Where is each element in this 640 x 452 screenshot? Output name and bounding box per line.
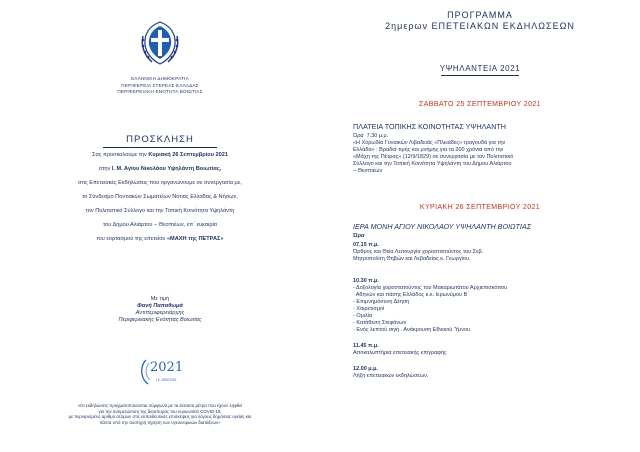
time-1200: 12.00 μ.μ. bbox=[353, 366, 379, 372]
invitation-title: ΠΡΟΣΚΛΗΣΗ bbox=[126, 134, 194, 145]
footnote-line-4: πάντα υπό την αυστηρή τήρηση των υγειονομικών διατάξεων» bbox=[99, 419, 221, 425]
signer-name: Φανή Παπαθωμά bbox=[137, 303, 183, 309]
org-line-1: ΕΛΛΗΝΙΚΗ ΔΗΜΟΚΡΑΤΙΑ bbox=[131, 76, 189, 81]
greek-coat-of-arms-icon bbox=[138, 16, 182, 68]
day1-heading: ΣΑΒΒΑΤΟ 25 ΣΕΠΤΕΜΒΡΙΟΥ 2021 bbox=[419, 101, 541, 108]
t1030-line-3: - Επιμνημόσυνη Δέηση bbox=[353, 299, 410, 305]
title-underline bbox=[103, 147, 217, 148]
footnote-line-3: με περιορισμένο αριθμό ατόμων στις εκπαιδευτικές επισκέψεις για λόγους δημόσιας υγείας και bbox=[68, 414, 252, 420]
t0715-line-1: Όρθρος και Θεία Λειτουργία χοροστατούντος του Σεβ. bbox=[353, 249, 484, 255]
program-title: ΠΡΟΓΡΑΜΜΑ bbox=[447, 10, 513, 20]
invite-venue: Ι. Μ. Αγίου Νικολάου Υψηλάντη Βοιωτίας, bbox=[111, 166, 222, 172]
invite-date: Κυριακή 26 Σεπτεμβρίου 2021 bbox=[148, 152, 228, 158]
time-0715: 07.15 π.μ. bbox=[353, 242, 379, 248]
day2-block bbox=[353, 222, 638, 380]
anniversary-2021-logo bbox=[138, 354, 184, 390]
t1030-line-5: - Ομιλία bbox=[353, 313, 373, 319]
invite-venue-line: στην Ι. Μ. Αγίου Νικολάου Υψηλάντη Βοιωτίας, bbox=[98, 166, 222, 172]
day1-venue: ΠΛΑΤΕΙΑ ΤΟΠΙΚΗΣ ΚΟΙΝΟΤΗΤΑΣ ΥΨΗΛΑΝΤΗ bbox=[353, 122, 506, 131]
time-1145: 11.45 π.μ. bbox=[353, 343, 379, 349]
invite-line-4: το Σύνδεσμο Ποντιακών Σωματείων Νότιας Ελλάδας & Νήσων, bbox=[82, 194, 238, 200]
day1-line-3: «Μάχη της Πέτρας» (12/9/1829) σε συνεργασία με τον Πολιτιστικό bbox=[353, 154, 514, 160]
t0715-line-2: Μητροπολίτη Θηβών και Λεβαδείας κ. Γεωργίου. bbox=[353, 256, 471, 262]
invite-date-line: Σας προσκαλούμε την Κυριακή 26 Σεπτεμβρίου 2021 bbox=[92, 152, 228, 158]
program-subtitle: ΥΨΗΛΑΝΤΕΙΑ 2021 bbox=[439, 64, 521, 73]
day1-time-value: 7.30 μ.μ. bbox=[366, 133, 389, 139]
footnote-line-1: «Οι εκδηλώσεις πραγματοποιούνται σύμφωνα με τα έκτακτα μέτρα που έχουν ληφθεί bbox=[77, 403, 243, 408]
footnote-line-2: για την αντιμετώπιση της διασποράς του κορωνοϊού COVID-19, bbox=[98, 408, 222, 414]
day1-line-2: Ελλάδα» : Βραδιά τιμής και μνήμης για τα 200 χρόνια από την bbox=[353, 147, 504, 153]
occasion-name: «ΜΑΧΗ της ΠΕΤΡΑΣ» bbox=[166, 236, 224, 242]
subtitle-underline bbox=[441, 75, 519, 76]
day1-line-5: – Θεσπιέων bbox=[353, 168, 383, 174]
day1-time-label: Ώρα bbox=[353, 133, 364, 139]
day1-time bbox=[353, 133, 633, 140]
invite-line-3: στις Επετειακές Εκδηλώσεις που οργανώνουμε σε συνεργασία με, bbox=[78, 180, 242, 186]
regards: Με τιμή bbox=[150, 296, 170, 302]
t1030-line-4: - Χαιρετισμοί bbox=[353, 306, 385, 312]
program-header bbox=[320, 10, 640, 31]
org-name-block bbox=[0, 76, 320, 96]
day1-line-4: Σύλλογο και την Τοπική Κοινότητα Υψηλάντη του Δήμου Αλιάρτου bbox=[353, 161, 512, 167]
t1145-line: Αποκαλυπτήρια επετειακής επιγραφής bbox=[353, 350, 447, 356]
day1-block bbox=[353, 122, 633, 175]
covid-footnote bbox=[0, 403, 320, 425]
invitation-body bbox=[0, 152, 320, 243]
org-line-2: ΠΕΡΙΦΕΡΕΙΑ ΣΤΕΡΕΑΣ ΕΛΛΑΔΑΣ bbox=[121, 82, 199, 88]
signature-block bbox=[0, 296, 320, 324]
day1-line-1: «Η Χορωδία Γυναικών Λιβαδειάς «Πλειάδες» τραγουδά για την bbox=[353, 140, 506, 146]
org-line-3: ΠΕΡΙΦΕΡΕΙΑΚΗ ΕΝΟΤΗΤΑ ΒΟΙΩΤΙΑΣ bbox=[117, 89, 203, 95]
t1030-line-2: Αθηνών και πάσης Ελλάδος κ.κ. Ιερωνύμου Β΄ bbox=[353, 292, 470, 298]
invite-occasion-line: του εορτασμού της επετείου «ΜΑΧΗ της ΠΕΤΡΑΣ» bbox=[96, 236, 224, 242]
logo-year: 2021 bbox=[150, 360, 184, 375]
program-panel bbox=[320, 0, 640, 452]
t1030-line-7: - Ενός λεπτού σιγή . Ανάκρουση Εθνικού Ύμνου bbox=[353, 327, 471, 333]
day2-time-label: Ώρα bbox=[353, 233, 365, 239]
invite-line-6: του Δήμου Αλιάρτου – Θεσπιέων, επ΄ ευκαιρία bbox=[102, 222, 217, 228]
time-1030: 10.30 π.μ. bbox=[353, 278, 379, 284]
program-title-2: 2ημερων ΕΠΕΤΕΙΑΚΩΝ ΕΚΔΗΛΩΣΕΩΝ bbox=[385, 20, 575, 31]
t1030-line-6: - Κατάθεση Στεφάνων bbox=[353, 320, 407, 326]
day2-venue: ΙΕΡΑ ΜΟΝΗ ΑΓΙΟΥ ΝΙΚΟΛΑΟΥ ΥΨΗΛΑΝΤΗ ΒΟΙΩΤΙΑΣ bbox=[353, 222, 532, 231]
signer-role-1: Αντιπεριφερειάρχης bbox=[135, 310, 185, 316]
t1030-line-1: - Δοξολογία χοροστατούντος του Μακαριωτάτου Αρχιεπισκόπου bbox=[353, 285, 508, 291]
t1200-line: Λήξη επετειακών εκδηλώσεων. bbox=[353, 373, 429, 379]
day2-heading: ΚΥΡΙΑΚΗ 26 ΣΕΠΤΕΜΒΡΙΟΥ 2021 bbox=[419, 204, 541, 211]
signer-role-2: Περιφερειακής Ενότητας Βοιωτίας bbox=[118, 317, 202, 323]
invite-line-5: τον Πολιτιστικό Σύλλογο και την Τοπική Κοινότητα Υψηλάντη bbox=[85, 208, 235, 214]
logo-subtitle: Ι.Ε. ΒΟΙΩΤΙΑΣ bbox=[156, 378, 177, 382]
